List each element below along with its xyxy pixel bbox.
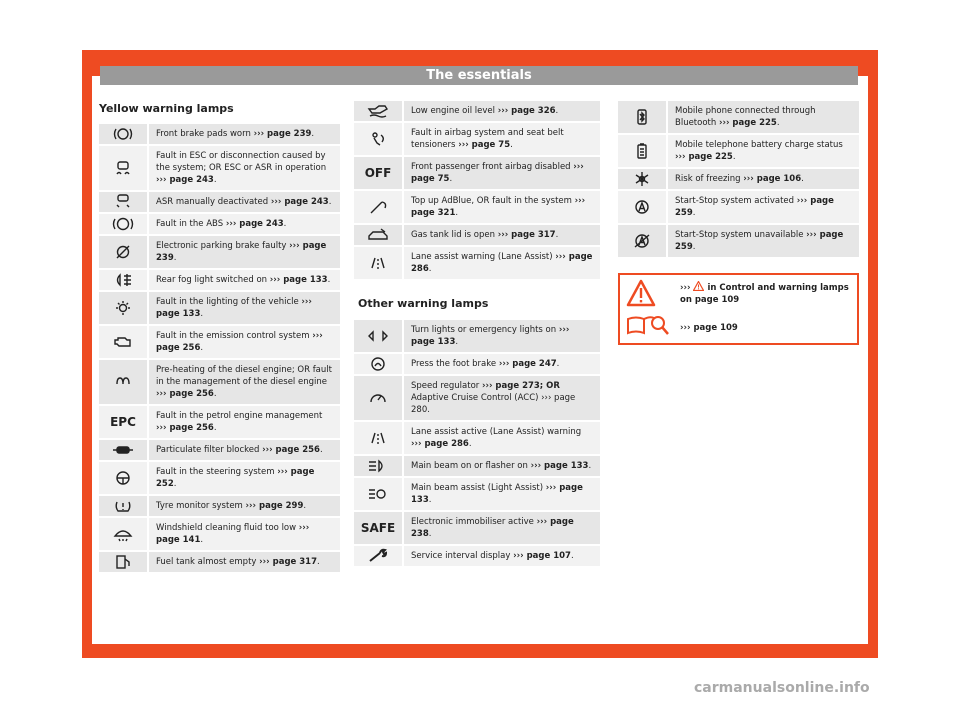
page-link[interactable]: ››› page 243 [156, 175, 214, 185]
other-lamps-table [354, 320, 600, 568]
table-row [618, 191, 859, 225]
page-header: The essentials [100, 66, 858, 85]
table-row [99, 496, 340, 518]
row-text: Tyre monitor system ››› page 299. [149, 496, 340, 516]
table-row [354, 478, 600, 512]
section-title-yellow: Yellow warning lamps [99, 102, 234, 115]
table-row [99, 326, 340, 360]
lane-assist-icon [354, 247, 404, 279]
page-link[interactable]: ››› page 239 [253, 129, 312, 139]
row-text: Fault in airbag system and seat belt tensioners ››› page 75. [404, 123, 600, 155]
snowflake-icon [618, 169, 668, 189]
washer-fluid-icon [99, 518, 149, 550]
row-text: Start-Stop system activated ››› page 259. [668, 191, 859, 223]
parking-brake-icon [99, 236, 149, 268]
light-assist-icon [354, 478, 404, 510]
page-link[interactable]: ››› page 256 [156, 389, 214, 399]
start-stop-icon [618, 191, 668, 223]
airbag-icon [354, 123, 404, 155]
table-row [99, 236, 340, 270]
page-link[interactable]: ››› page 243 [225, 219, 284, 229]
watermark: carmanualsonline.info [694, 680, 870, 696]
page-number: 35 [852, 620, 866, 631]
esc-icon [99, 146, 149, 190]
row-text: Main beam on or flasher on ››› page 133. [404, 456, 600, 476]
table-row [99, 214, 340, 236]
row-text: Fault in the emission control system ››› page 256. [149, 326, 340, 358]
icon-label: EPC [110, 415, 136, 429]
start-stop-off-icon [618, 225, 668, 257]
row-text: Press the foot brake ››› page 247. [404, 354, 600, 374]
page-link[interactable]: ››› page 326 [497, 106, 556, 116]
row-text: Main beam assist (Light Assist) ››› page 133. [404, 478, 600, 510]
page-link[interactable]: ››› page 286 [411, 252, 593, 274]
page-link[interactable]: ››› page 286 [411, 439, 469, 449]
page-link[interactable]: ››› page 141 [156, 523, 310, 545]
page-link[interactable]: ››› page 75 [411, 162, 584, 184]
reference-note [618, 273, 859, 345]
turn-signal-icon [354, 320, 404, 352]
immobiliser-icon [354, 512, 404, 544]
table-row [618, 101, 859, 135]
phone-lamps-table [618, 101, 859, 259]
page-link[interactable]: ››› page 238 [411, 517, 574, 539]
page-link[interactable]: ››› page 247 [498, 359, 557, 369]
table-row [354, 225, 600, 247]
table-row [99, 146, 340, 192]
foot-brake-icon [354, 354, 404, 374]
page-link[interactable]: ››› page 256 [156, 331, 323, 353]
table-row [99, 270, 340, 292]
row-text: Electronic immobiliser active ››› page 238. [404, 512, 600, 544]
table-row [354, 101, 600, 123]
table-row [354, 354, 600, 376]
page-link[interactable]: ››› page 256 [156, 423, 214, 433]
row-text: Start-Stop system unavailable ››› page 259. [668, 225, 859, 257]
abs-icon [99, 214, 149, 234]
fuel-icon [99, 552, 149, 572]
tyre-pressure-icon [99, 496, 149, 516]
rear-fog-icon [99, 270, 149, 290]
row-text: Low engine oil level ››› page 326. [404, 101, 600, 121]
page-link[interactable]: ››› page 133 [411, 325, 570, 347]
manual-book-icon [626, 313, 670, 339]
row-text: Speed regulator ››› page 273; OR Adaptive Cruise Control (ACC) ››› page 280. [404, 376, 600, 420]
page-link[interactable]: ››› page 243 [270, 197, 329, 207]
table-row [99, 552, 340, 574]
row-text: ASR manually deactivated ››› page 243. [149, 192, 340, 212]
engine-icon [99, 326, 149, 358]
wrench-icon [354, 546, 404, 566]
table-row [99, 462, 340, 496]
particulate-filter-icon [99, 440, 149, 460]
page-link[interactable]: ››› page 225 [718, 118, 777, 128]
page-link[interactable]: ››› page 273; OR [481, 381, 560, 391]
note-line-1 [680, 281, 850, 306]
table-row [354, 376, 600, 422]
steering-wheel-icon [99, 462, 149, 494]
row-text: Electronic parking brake faulty ››› page 239. [149, 236, 340, 268]
page-link[interactable]: ››› page 75 [458, 140, 511, 150]
row-text: Gas tank lid is open ››› page 317. [404, 225, 600, 245]
page-link[interactable]: ››› page 259 [675, 230, 844, 252]
column-yellow [99, 101, 340, 574]
page-link[interactable]: ››› page 133 [269, 275, 328, 285]
page-link[interactable]: ››› page 299 [245, 501, 304, 511]
page-link[interactable]: ››› page 133 [530, 461, 589, 471]
glow-plug-icon [99, 360, 149, 404]
page-link[interactable]: ››› page 256 [262, 445, 320, 455]
row-text: Rear fog light switched on ››› page 133. [149, 270, 340, 290]
yellow-lamps-table-cont [354, 101, 600, 281]
row-text: Lane assist warning (Lane Assist) ››› page 286. [404, 247, 600, 279]
row-text: Turn lights or emergency lights on ››› page 133. [404, 320, 600, 352]
page-link[interactable]: ››› page 252 [156, 467, 315, 489]
brake-pad-icon [99, 124, 149, 144]
table-row [99, 440, 340, 462]
airbag-off-icon [354, 157, 404, 189]
battery-icon [618, 135, 668, 167]
table-row [99, 406, 340, 440]
note-arrows: ››› [680, 283, 691, 293]
table-row [354, 422, 600, 456]
table-row [618, 225, 859, 259]
page-link[interactable]: ››› page 133 [156, 297, 312, 319]
page-link[interactable]: ››› page 259 [675, 196, 834, 218]
row-text: Fault in ESC or disconnection caused by the system; OR ESC or ASR in operation ››› page 243. [149, 146, 340, 190]
row-text: Service interval display ››› page 107. [404, 546, 600, 566]
page-link[interactable]: ››› page 239 [156, 241, 327, 263]
row-text: Top up AdBlue, OR fault in the system ››› page 321. [404, 191, 600, 223]
table-row [99, 518, 340, 552]
table-row [354, 546, 600, 568]
table-row [618, 135, 859, 169]
row-text: Fault in the ABS ››› page 243. [149, 214, 340, 234]
row-text: Mobile phone connected through Bluetooth ››› page 225. [668, 101, 859, 133]
table-row [354, 191, 600, 225]
table-row [354, 157, 600, 191]
fuel-lid-icon [354, 225, 404, 245]
row-text: Pre-heating of the diesel engine; OR fault in the management of the diesel engine ››› page 256. [149, 360, 340, 404]
page-link[interactable]: ››› page 106 [743, 174, 802, 184]
table-row [99, 192, 340, 214]
page-link[interactable]: ››› page 225 [675, 152, 733, 162]
section-title-other: Other warning lamps [358, 297, 489, 310]
epc-icon [99, 406, 149, 438]
row-text: Fault in the lighting of the vehicle ››› page 133. [149, 292, 340, 324]
bulb-icon [99, 292, 149, 324]
row-text: Lane assist active (Lane Assist) warning ››› page 286. [404, 422, 600, 454]
page-link[interactable]: ››› page 321 [411, 196, 586, 218]
table-row [354, 123, 600, 157]
table-row [99, 360, 340, 406]
row-text: Windshield cleaning fluid too low ››› page 141. [149, 518, 340, 550]
warning-inline-icon [693, 281, 704, 291]
yellow-lamps-table [99, 124, 340, 574]
page-link[interactable]: ››› page 317 [497, 230, 556, 240]
table-row [99, 292, 340, 326]
oil-level-icon [354, 101, 404, 121]
row-text: Risk of freezing ››› page 106. [668, 169, 859, 189]
column-right [618, 101, 859, 345]
table-row [354, 320, 600, 354]
page-link[interactable]: ››› page 107 [513, 551, 571, 561]
page-link[interactable]: ››› page 133 [411, 483, 583, 505]
warning-triangle-icon [626, 279, 656, 307]
row-text: Fuel tank almost empty ››› page 317. [149, 552, 340, 572]
icon-label: SAFE [360, 521, 396, 535]
table-row [354, 247, 600, 281]
row-text: Front passenger front airbag disabled ››› page 75. [404, 157, 600, 189]
table-row [618, 169, 859, 191]
page-link[interactable]: ››› page 317 [259, 557, 317, 567]
table-row [354, 512, 600, 546]
note-line-2[interactable]: ››› page 109 [680, 323, 738, 333]
column-middle [354, 101, 600, 568]
row-text: Mobile telephone battery charge status ››› page 225. [668, 135, 859, 167]
lane-assist-active-icon [354, 422, 404, 454]
speed-regulator-icon [354, 376, 404, 420]
adblue-icon [354, 191, 404, 223]
row-text: Particulate filter blocked ››› page 256. [149, 440, 340, 460]
row-text: Fault in the steering system ››› page 252. [149, 462, 340, 494]
row-text: Fault in the petrol engine management ››› page 256. [149, 406, 340, 438]
main-beam-icon [354, 456, 404, 476]
note-text-1[interactable]: in Control and warning lamps on page 109 [680, 283, 849, 305]
table-row [354, 456, 600, 478]
asr-off-icon [99, 192, 149, 212]
row-text: Front brake pads worn ››› page 239. [149, 124, 340, 144]
icon-label: OFF [364, 166, 392, 180]
table-row [99, 124, 340, 146]
bluetooth-icon [618, 101, 668, 133]
